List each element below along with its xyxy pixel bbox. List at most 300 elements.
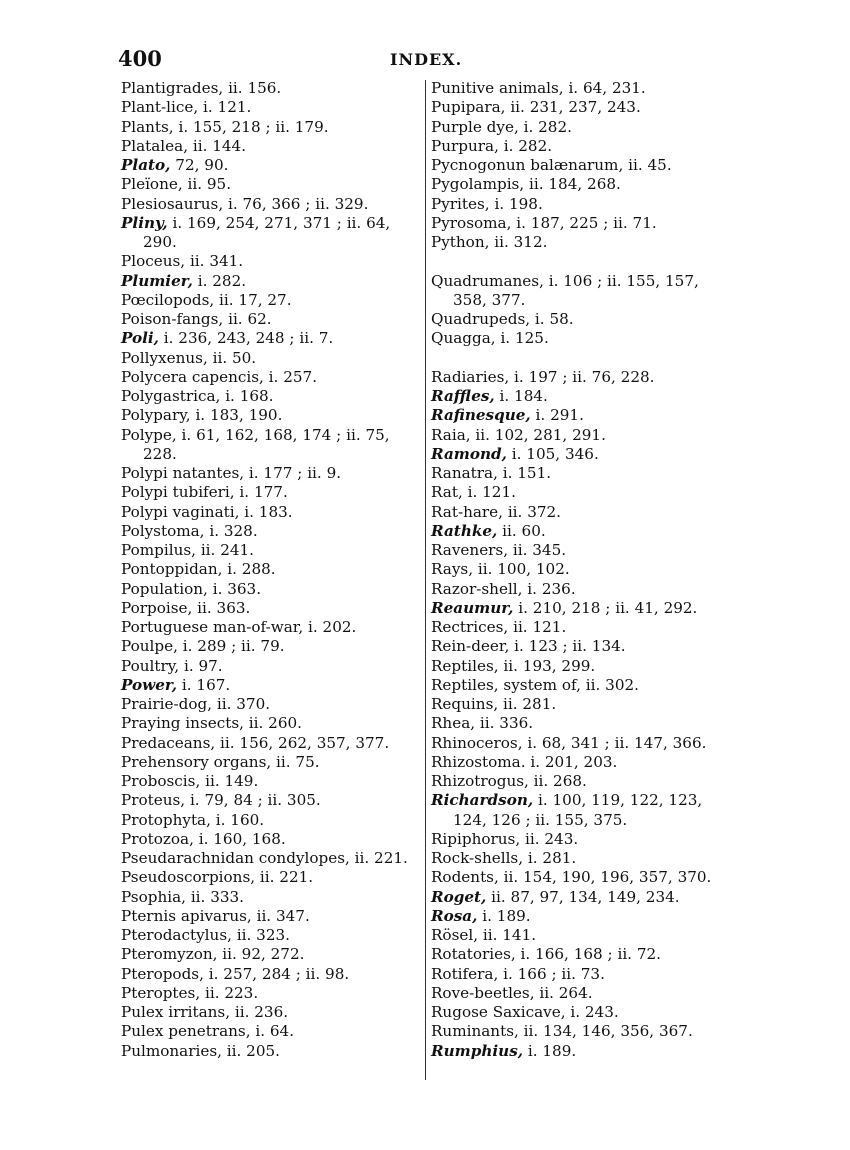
entry-page-refs: ii. 243. xyxy=(520,829,579,848)
entry-page-refs: 290. xyxy=(143,233,177,251)
entry-term: Rein-deer, xyxy=(431,637,510,656)
index-entry xyxy=(431,772,733,791)
entry-term: Proboscis, xyxy=(121,772,201,790)
page-header xyxy=(118,46,738,76)
entry-page-refs: ii. 184, 268. xyxy=(524,175,621,194)
entry-term: Rösel, xyxy=(431,926,479,944)
index-entry xyxy=(431,1042,733,1061)
index-entry xyxy=(431,657,733,676)
index-entry xyxy=(121,714,419,733)
entry-term: Polypary, xyxy=(121,406,191,425)
index-entry xyxy=(121,79,419,98)
entry-term: Platalea, xyxy=(121,136,189,155)
entry-page-refs: 358, 377. xyxy=(453,290,526,309)
entry-term: Poultry, xyxy=(121,656,180,675)
entry-page-refs: i. 155, 218 ; ii. 179. xyxy=(173,117,329,136)
entry-page-refs: i. 106 ; ii. 155, 157, xyxy=(543,271,699,290)
entry-term: Radiaries, xyxy=(431,367,510,386)
index-entry xyxy=(431,676,733,695)
entry-term: Quadrumanes, xyxy=(431,271,544,290)
entry-page-refs: ii. 156. xyxy=(223,79,282,97)
entry-author-name: Power, xyxy=(121,675,178,694)
entry-author-name: Poli, xyxy=(121,329,159,348)
index-entry xyxy=(431,137,733,156)
entry-page-refs: ii. 60. xyxy=(497,521,546,540)
index-entry xyxy=(121,791,419,810)
entry-term: Rotifera, xyxy=(431,964,499,983)
entry-page-refs: i. 210, 218 ; ii. 41, 292. xyxy=(513,598,698,617)
entry-page-refs: ii. 341. xyxy=(185,252,244,271)
entry-page-refs: i. 61, 162, 168, 174 ; ii. 75, xyxy=(176,425,390,444)
index-entry xyxy=(431,483,733,502)
index-entry xyxy=(431,79,733,98)
section-gap xyxy=(431,349,733,368)
entry-term: Rhizostoma. xyxy=(431,752,526,771)
entry-author-name: Rathke, xyxy=(431,521,498,540)
entry-page-refs: i. 282. xyxy=(518,117,572,136)
entry-term: Prairie-dog, xyxy=(121,695,213,713)
index-entry xyxy=(121,888,419,907)
entry-page-refs: ii. 223. xyxy=(200,983,259,1002)
index-entry xyxy=(121,464,419,483)
entry-page-refs: i. 198. xyxy=(489,194,543,213)
entry-term: Punitive animals, xyxy=(431,79,564,97)
index-entry xyxy=(431,387,733,406)
index-entry xyxy=(121,560,419,579)
index-entry xyxy=(431,272,733,291)
entry-page-refs: i. 184. xyxy=(494,387,548,405)
index-entry xyxy=(121,252,419,271)
running-head: INDEX. xyxy=(390,50,463,69)
entry-page-refs: i. 151. xyxy=(497,464,552,482)
entry-page-refs: ii. 17, 27. xyxy=(214,290,292,309)
index-entry xyxy=(431,118,733,137)
entry-author-name: Rafinesque, xyxy=(431,406,531,425)
entry-page-refs: 72, 90. xyxy=(170,156,229,174)
entry-page-refs: i. 100, 119, 122, 123, xyxy=(533,791,703,810)
index-entry xyxy=(431,791,733,810)
index-entry xyxy=(431,214,733,233)
entry-page-refs: i. 197 ; ii. 76, 228. xyxy=(509,367,655,386)
index-entry xyxy=(431,175,733,194)
entry-term: Rugose Saxicave, xyxy=(431,1003,566,1021)
entry-page-refs: i. 121. xyxy=(462,483,516,502)
entry-page-refs: ii. 336. xyxy=(475,714,534,733)
index-entry xyxy=(431,945,733,964)
entry-page-refs: i. 257, 284 ; ii. 98. xyxy=(203,964,350,983)
column-divider xyxy=(425,80,426,1080)
index-entry xyxy=(121,291,419,310)
entry-term: Pontoppidan, xyxy=(121,560,223,579)
index-entry xyxy=(431,580,733,599)
index-entry xyxy=(121,695,419,714)
index-entry xyxy=(121,137,419,156)
entry-page-refs: ii. 92, 272. xyxy=(217,945,305,964)
index-entry xyxy=(121,426,419,445)
entry-page-refs: i. 76, 366 ; ii. 329. xyxy=(223,194,369,213)
entry-term: Plesiosaurus, xyxy=(121,194,224,213)
entry-term: Polype, xyxy=(121,425,177,444)
entry-page-refs: ii. 241. xyxy=(196,541,255,559)
index-entry xyxy=(431,445,733,464)
index-entry xyxy=(431,599,733,618)
entry-author-name: Roget, xyxy=(431,887,487,906)
entry-page-refs: i. 189. xyxy=(523,1041,577,1060)
entry-term: Reptiles, system of, xyxy=(431,675,581,694)
index-entry xyxy=(121,772,419,791)
entry-page-refs: ii. 50. xyxy=(207,348,257,367)
entry-page-refs: i. 328. xyxy=(204,521,258,540)
index-entry xyxy=(121,984,419,1003)
entry-term: Proteus, xyxy=(121,791,186,810)
entry-term: Porpoise, xyxy=(121,598,193,617)
entry-author-name: Plumier, xyxy=(121,271,193,290)
entry-author-name: Raffles, xyxy=(431,387,495,405)
entry-term: Razor-shell, xyxy=(431,579,523,598)
entry-page-refs: i. 105, 346. xyxy=(506,444,599,463)
entry-page-refs: i. 236, 243, 248 ; ii. 7. xyxy=(158,329,334,348)
index-entry xyxy=(121,503,419,522)
entry-page-refs: ii. 154, 190, 196, 357, 370. xyxy=(498,868,712,887)
index-entry xyxy=(121,1022,419,1041)
index-entry xyxy=(121,175,419,194)
index-entry xyxy=(121,965,419,984)
index-entry xyxy=(431,714,733,733)
entry-page-refs: i. 189. xyxy=(477,906,531,925)
entry-term: Pulmonaries, xyxy=(121,1041,222,1060)
index-entry xyxy=(121,541,419,560)
entry-term: Poison-fangs, xyxy=(121,310,224,328)
entry-page-refs: ii. 141. xyxy=(478,926,537,944)
index-entry xyxy=(121,676,419,695)
entry-term: Pseudarachnidan condylopes, xyxy=(121,849,350,867)
index-entry xyxy=(121,580,419,599)
entry-term: Polycera capencis, xyxy=(121,367,264,386)
index-entry xyxy=(431,849,733,868)
entry-page-refs: i. 160, 168. xyxy=(193,829,286,848)
entry-page-refs: i. 166 ; ii. 73. xyxy=(498,964,605,983)
index-entry xyxy=(431,406,733,425)
index-entry xyxy=(121,811,419,830)
entry-page-refs: i. 281. xyxy=(523,849,577,867)
entry-page-refs: i. 187, 225 ; ii. 71. xyxy=(511,213,657,232)
index-entry xyxy=(431,98,733,117)
entry-page-refs: ii. 221. xyxy=(255,868,314,887)
entry-term: Pteropods, xyxy=(121,964,204,983)
entry-page-refs: ii. 372. xyxy=(503,502,562,521)
entry-page-refs: i. 202. xyxy=(303,618,357,636)
index-entry-continuation xyxy=(431,811,733,830)
entry-term: Purple dye, xyxy=(431,117,519,136)
index-entry xyxy=(121,406,419,425)
entry-page-refs: ii. 231, 237, 243. xyxy=(505,98,641,117)
entry-term: Ripiphorus, xyxy=(431,829,521,848)
entry-term: Pulex penetrans, xyxy=(121,1022,251,1041)
entry-page-refs: i. 166, 168 ; ii. 72. xyxy=(515,945,661,964)
index-entry xyxy=(121,195,419,214)
index-entry xyxy=(431,868,733,887)
entry-term: Pupipara, xyxy=(431,98,506,117)
entry-page-refs: ii. 134, 146, 356, 367. xyxy=(518,1022,693,1041)
entry-page-refs: ii. 370. xyxy=(212,695,271,713)
index-entry xyxy=(121,657,419,676)
entry-page-refs: i. 282. xyxy=(498,136,553,155)
entry-term: Pulex irritans, xyxy=(121,1003,231,1021)
entry-term: Rhinoceros, xyxy=(431,733,523,752)
entry-term: Pteromyzon, xyxy=(121,945,218,964)
entry-term: Rodents, xyxy=(431,868,499,887)
entry-page-refs: ii. 347. xyxy=(251,906,310,925)
entry-term: Reptiles, xyxy=(431,656,499,675)
entry-term: Requins, xyxy=(431,695,499,713)
entry-page-refs: i. 68, 341 ; ii. 147, 366. xyxy=(522,733,707,752)
index-column-left xyxy=(121,79,419,1061)
entry-term: Psophia, xyxy=(121,887,186,906)
entry-page-refs: ii. 156, 262, 357, 377. xyxy=(215,733,390,752)
index-entry xyxy=(431,541,733,560)
index-entry xyxy=(121,349,419,368)
index-entry xyxy=(431,734,733,753)
entry-term: Pseudoscorpions, xyxy=(121,868,256,887)
entry-page-refs: i. 363. xyxy=(207,579,262,598)
index-entry xyxy=(121,734,419,753)
entry-term: Poulpe, xyxy=(121,637,178,656)
entry-page-refs: 228. xyxy=(143,444,177,463)
page-number: 400 xyxy=(118,46,162,71)
index-entry xyxy=(121,118,419,137)
index-entry xyxy=(121,926,419,945)
entry-page-refs: i. 168. xyxy=(220,387,274,405)
entry-term: Praying insects, xyxy=(121,714,244,733)
entry-page-refs: ii. 264. xyxy=(534,983,593,1002)
index-entry xyxy=(431,329,733,348)
index-entry xyxy=(121,830,419,849)
entry-author-name: Plato, xyxy=(121,156,171,174)
index-entry xyxy=(121,753,419,772)
entry-page-refs: ii. 87, 97, 134, 149, 234. xyxy=(486,887,680,906)
entry-term: Pygolampis, xyxy=(431,175,525,194)
entry-term: Plant-lice, xyxy=(121,98,199,117)
index-entry-continuation xyxy=(121,445,419,464)
entry-term: Polypi vaginati, xyxy=(121,502,240,521)
index-entry xyxy=(431,1022,733,1041)
entry-page-refs: i. 123 ; ii. 134. xyxy=(509,637,626,656)
entry-term: Quadrupeds, xyxy=(431,310,531,328)
entry-term: Pœcilopods, xyxy=(121,290,215,309)
entry-page-refs: i. 177. xyxy=(234,483,288,502)
entry-author-name: Ramond, xyxy=(431,444,507,463)
entry-page-refs: i. 58. xyxy=(530,310,574,328)
index-entry xyxy=(431,637,733,656)
entry-page-refs: ii. 102, 281, 291. xyxy=(470,425,606,444)
index-entry xyxy=(431,522,733,541)
entry-term: Portuguese man-of-war, xyxy=(121,618,304,636)
index-entry xyxy=(431,907,733,926)
index-entry xyxy=(431,926,733,945)
entry-term: Pteroptes, xyxy=(121,983,201,1002)
index-entry xyxy=(121,945,419,964)
index-entry xyxy=(431,1003,733,1022)
index-entry xyxy=(431,560,733,579)
entry-term: Rove-beetles, xyxy=(431,983,535,1002)
entry-page-refs: ii. 149. xyxy=(200,772,259,790)
entry-term: Rock-shells, xyxy=(431,849,524,867)
entry-term: Rhizotrogus, xyxy=(431,772,529,790)
entry-page-refs: i. 183. xyxy=(239,502,293,521)
entry-term: Polypi natantes, xyxy=(121,464,245,482)
entry-page-refs: i. 160. xyxy=(210,810,265,829)
entry-author-name: Rumphius, xyxy=(431,1041,524,1060)
index-entry xyxy=(431,368,733,387)
entry-term: Protophyta, xyxy=(121,810,211,829)
entry-term: Rhea, xyxy=(431,714,476,733)
index-entry xyxy=(121,637,419,656)
index-entry xyxy=(431,695,733,714)
entry-page-refs: i. 167. xyxy=(177,675,231,694)
index-entry xyxy=(431,195,733,214)
entry-term: Rays, xyxy=(431,560,474,579)
index-entry xyxy=(431,464,733,483)
entry-page-refs: i. 79, 84 ; ii. 305. xyxy=(185,791,321,810)
index-entry-continuation xyxy=(121,233,419,252)
entry-term: Raveners, xyxy=(431,541,509,559)
entry-term: Pyrites, xyxy=(431,194,490,213)
entry-term: Rat-hare, xyxy=(431,502,503,521)
entry-term: Pompilus, xyxy=(121,541,196,559)
entry-page-refs: ii. 312. xyxy=(489,233,548,251)
index-entry xyxy=(121,1003,419,1022)
entry-author-name: Rosa, xyxy=(431,906,478,925)
entry-page-refs: ii. 75. xyxy=(271,752,320,771)
entry-page-refs: i. 243. xyxy=(565,1003,619,1021)
index-entry xyxy=(121,907,419,926)
entry-page-refs: ii. 121. xyxy=(508,618,567,636)
entry-term: Ploceus, xyxy=(121,252,186,271)
entry-term: Pternis apivarus, xyxy=(121,906,252,925)
index-entry xyxy=(431,503,733,522)
entry-term: Pycnogonun balænarum, xyxy=(431,156,624,174)
entry-page-refs: ii. 144. xyxy=(188,136,247,155)
entry-page-refs: ii. 95. xyxy=(182,175,232,194)
index-entry xyxy=(431,984,733,1003)
entry-author-name: Reaumur, xyxy=(431,598,514,617)
entry-page-refs: ii. 236. xyxy=(230,1003,289,1021)
entry-page-refs: i. 289 ; ii. 79. xyxy=(177,637,285,656)
entry-page-refs: ii. 100, 102. xyxy=(473,560,570,579)
entry-term: Rectrices, xyxy=(431,618,509,636)
entry-author-name: Pliny, xyxy=(121,213,168,232)
entry-page-refs: 124, 126 ; ii. 155, 375. xyxy=(453,810,628,829)
entry-term: Python, xyxy=(431,233,490,251)
entry-page-refs: ii. 205. xyxy=(221,1041,280,1060)
entry-term: Protozoa, xyxy=(121,829,194,848)
index-entry xyxy=(121,483,419,502)
entry-term: Plantigrades, xyxy=(121,79,224,97)
index-column-right xyxy=(431,79,733,1061)
index-entry xyxy=(121,618,419,637)
entry-page-refs: ii. 268. xyxy=(528,772,587,790)
entry-term: Ranatra, xyxy=(431,464,498,482)
entry-page-refs: i. 291. xyxy=(530,406,584,425)
entry-page-refs: i. 64, 231. xyxy=(563,79,646,97)
entry-term: Population, xyxy=(121,579,208,598)
index-entry xyxy=(121,156,419,175)
index-entry xyxy=(121,214,419,233)
entry-term: Ruminants, xyxy=(431,1022,519,1041)
index-entry xyxy=(431,233,733,252)
entry-term: Raia, xyxy=(431,425,471,444)
entry-author-name: Richardson, xyxy=(431,791,534,810)
entry-term: Pleïone, xyxy=(121,175,183,194)
index-entry xyxy=(121,368,419,387)
entry-term: Pterodactylus, xyxy=(121,926,232,944)
entry-term: Quagga, xyxy=(431,329,496,348)
index-entry xyxy=(431,753,733,772)
entry-page-refs: ii. 323. xyxy=(231,926,290,944)
entry-page-refs: ii. 193, 299. xyxy=(498,656,596,675)
entry-page-refs: ii. 62. xyxy=(223,310,272,328)
entry-page-refs: ii. 45. xyxy=(623,156,672,174)
index-entry xyxy=(431,618,733,637)
index-entry xyxy=(431,156,733,175)
index-entry xyxy=(121,849,419,868)
index-entry xyxy=(121,1042,419,1061)
entry-term: Rat, xyxy=(431,483,463,502)
entry-page-refs: ii. 260. xyxy=(243,714,302,733)
entry-page-refs: i. 97. xyxy=(179,656,223,675)
section-gap xyxy=(431,252,733,271)
entry-page-refs: ii. 221. xyxy=(349,849,408,867)
index-entry xyxy=(121,522,419,541)
entry-page-refs: ii. 345. xyxy=(508,541,567,559)
index-entry xyxy=(121,868,419,887)
entry-term: Purpura, xyxy=(431,136,499,155)
entry-page-refs: i. 236. xyxy=(522,579,576,598)
entry-term: Polygastrica, xyxy=(121,387,221,405)
index-entry xyxy=(431,830,733,849)
entry-term: Rotatories, xyxy=(431,945,516,964)
entry-term: Predaceans, xyxy=(121,733,216,752)
index-entry xyxy=(431,888,733,907)
entry-page-refs: ii. 281. xyxy=(498,695,557,713)
entry-page-refs: i. 282. xyxy=(192,271,247,290)
entry-page-refs: i. 201, 203. xyxy=(525,752,618,771)
entry-term: Prehensory organs, xyxy=(121,752,272,771)
entry-page-refs: i. 64. xyxy=(250,1022,295,1041)
index-entry xyxy=(121,329,419,348)
entry-page-refs: ii. 333. xyxy=(186,887,245,906)
index-entry xyxy=(431,310,733,329)
entry-page-refs: i. 169, 254, 271, 371 ; ii. 64, xyxy=(167,213,391,232)
index-entry xyxy=(431,426,733,445)
entry-page-refs: i. 288. xyxy=(222,560,276,579)
entry-page-refs: i. 257. xyxy=(263,367,318,386)
entry-page-refs: i. 121. xyxy=(198,98,252,117)
entry-term: Polystoma, xyxy=(121,521,205,540)
entry-term: Pyrosoma, xyxy=(431,213,512,232)
index-entry xyxy=(121,310,419,329)
index-entry xyxy=(121,599,419,618)
index-entry xyxy=(431,965,733,984)
entry-term: Pollyxenus, xyxy=(121,348,208,367)
index-entry-continuation xyxy=(431,291,733,310)
entry-page-refs: i. 183, 190. xyxy=(190,406,283,425)
entry-term: Plants, xyxy=(121,117,174,136)
index-entry xyxy=(121,387,419,406)
entry-page-refs: ii. 302. xyxy=(580,675,639,694)
index-entry xyxy=(121,272,419,291)
entry-page-refs: i. 177 ; ii. 9. xyxy=(244,464,342,482)
